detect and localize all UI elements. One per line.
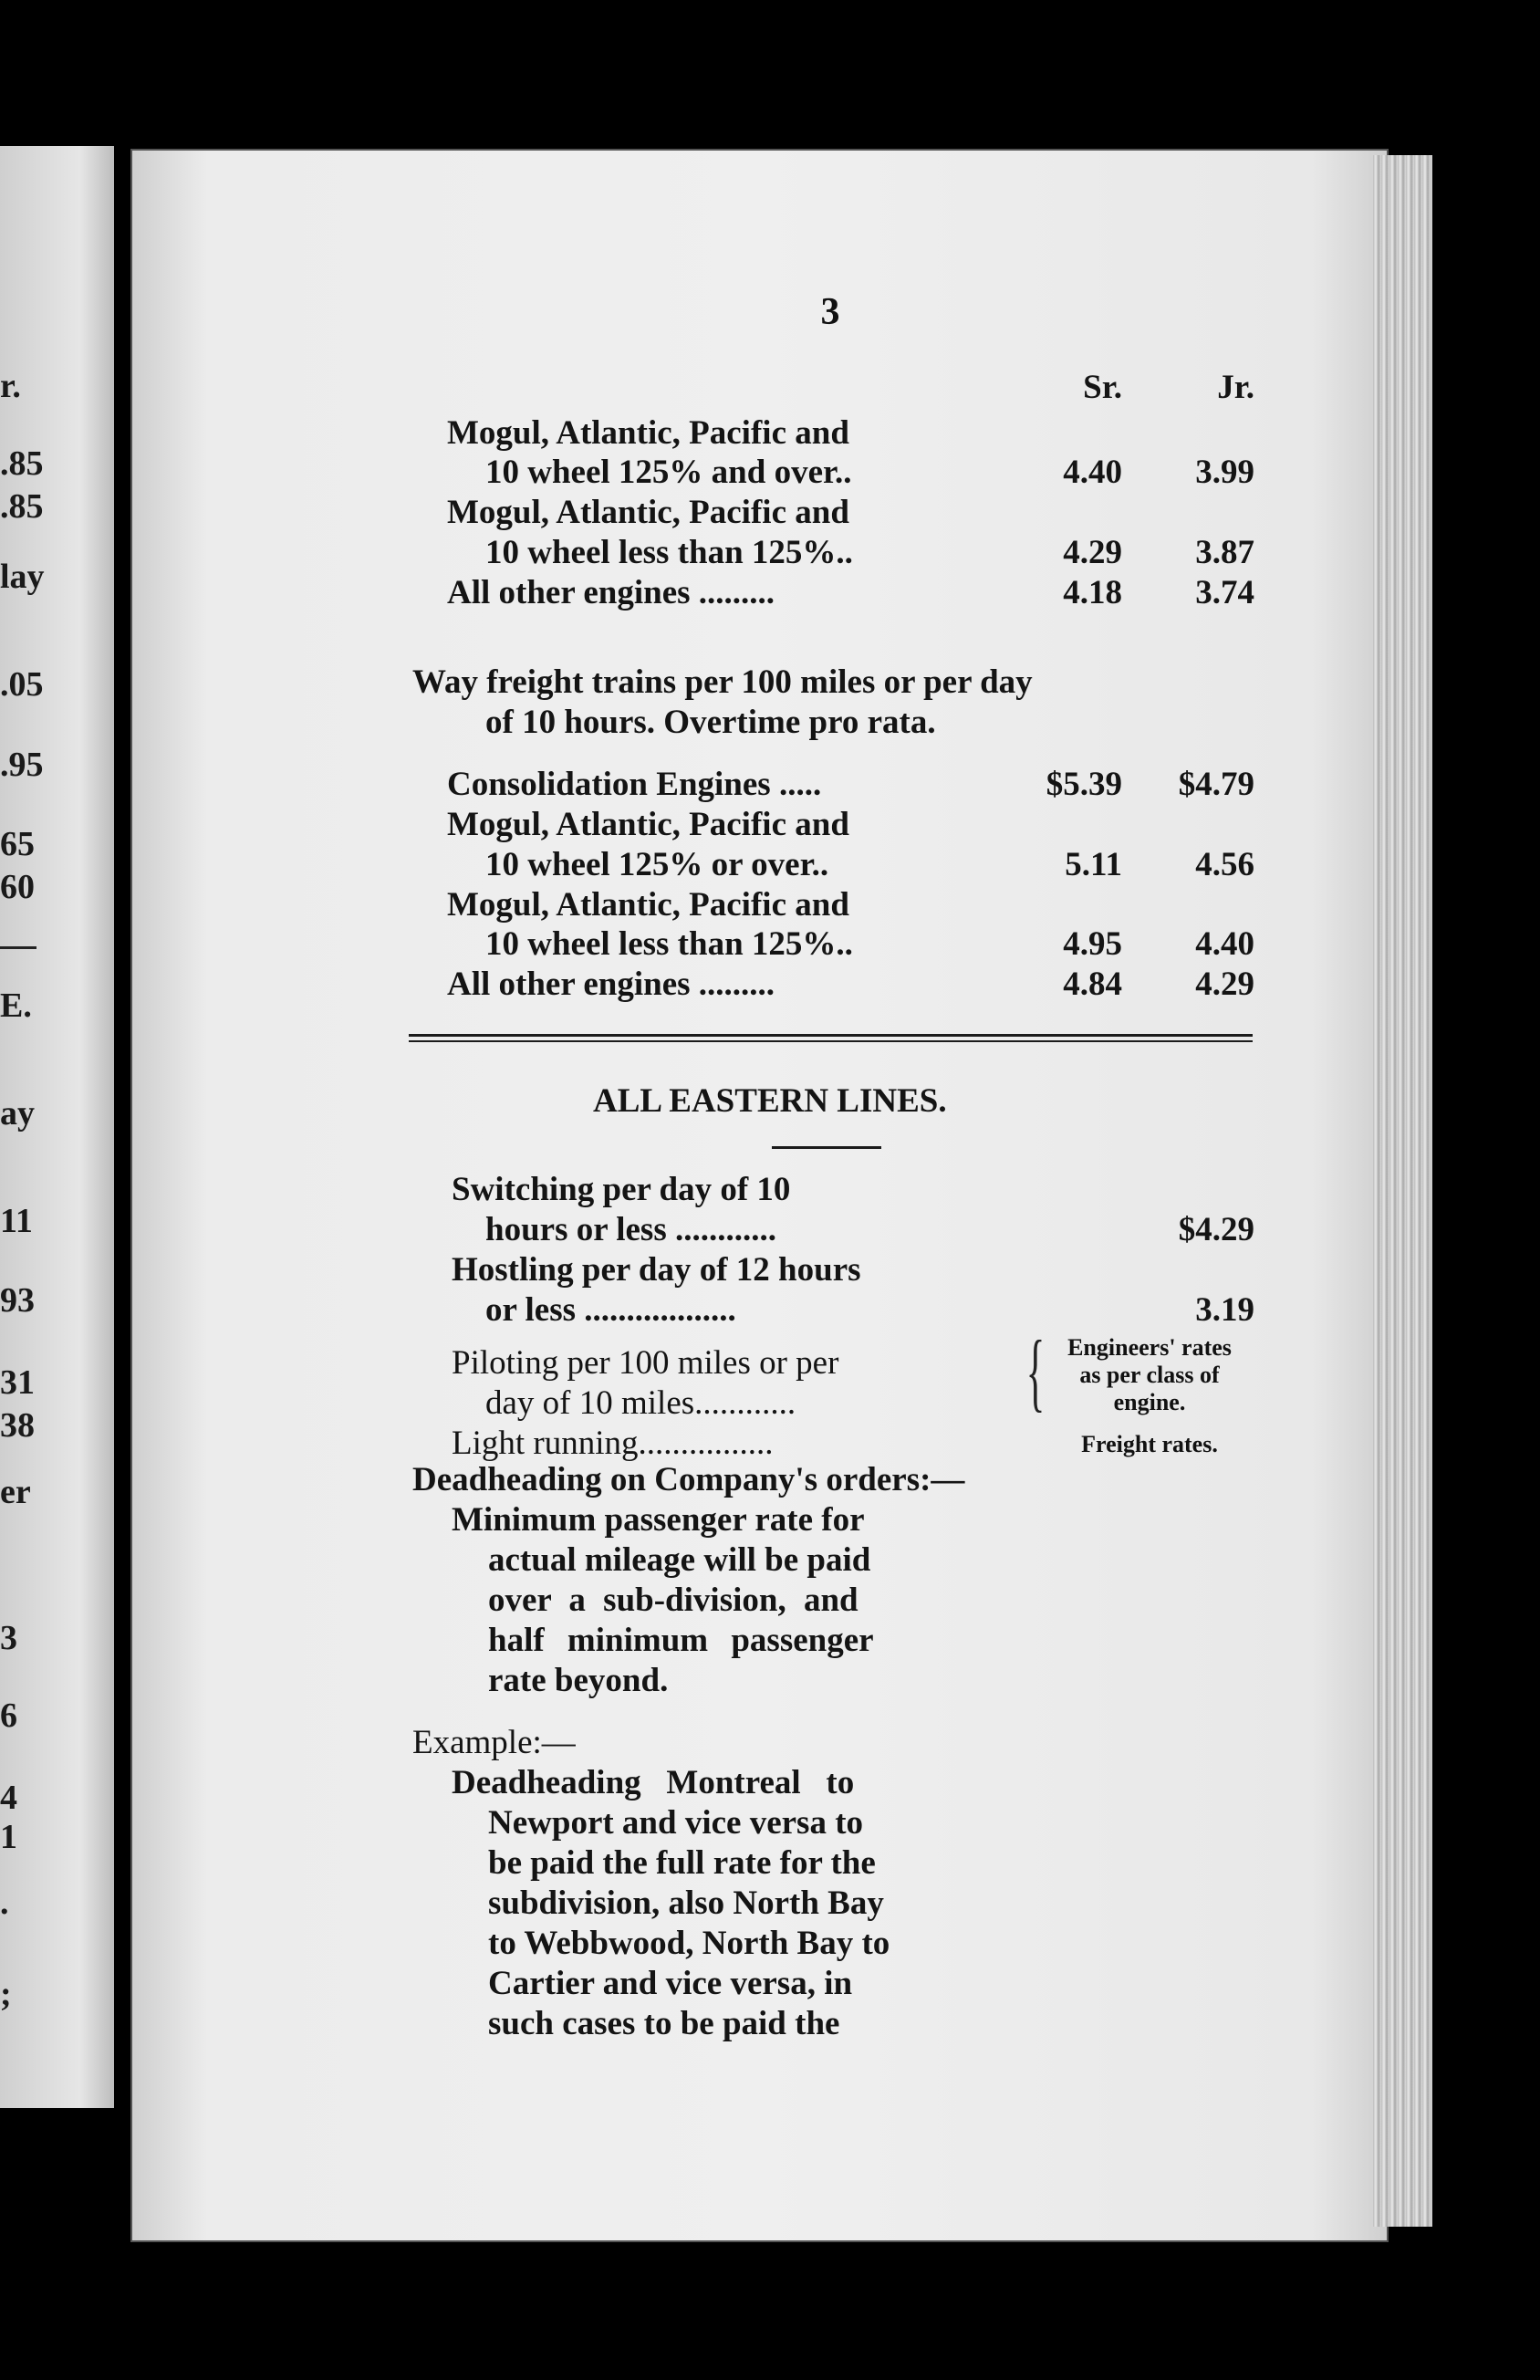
- rate-label: Hostling per day of 12 hours: [452, 1251, 861, 1289]
- title-underline: [772, 1146, 881, 1149]
- left-page-text: 3: [0, 1619, 17, 1657]
- brace-symbol: {: [1025, 1322, 1046, 1420]
- left-page-text: .05: [0, 665, 44, 704]
- example-text: subdivision, also North Bay: [488, 1884, 884, 1922]
- rate-label: Mogul, Atlantic, Pacific and: [447, 886, 849, 924]
- rate-label: Switching per day of 10: [452, 1171, 791, 1208]
- left-page-text: .: [0, 1884, 9, 1922]
- example-text: Deadheading Montreal to: [452, 1764, 855, 1801]
- column-header-junior: Jr.: [1217, 369, 1254, 406]
- rate-junior: 4.56: [1195, 846, 1254, 883]
- rate-senior: $5.39: [1046, 766, 1122, 803]
- rate-value: $4.29: [1178, 1211, 1254, 1248]
- rate-label: Light running................: [452, 1425, 774, 1462]
- left-page-text: 11: [0, 1202, 33, 1240]
- left-page-text: 38: [0, 1406, 35, 1445]
- piloting-note: engine.: [1113, 1389, 1186, 1415]
- example-heading: Example:—: [412, 1724, 576, 1761]
- rate-junior: 4.40: [1195, 925, 1254, 963]
- rate-senior: 4.40: [1063, 454, 1122, 491]
- left-page-text: .85: [0, 444, 44, 483]
- left-page-text: 93: [0, 1281, 35, 1320]
- left-page-text: .95: [0, 746, 44, 784]
- left-page-text: E.: [0, 986, 32, 1025]
- deadheading-heading: Deadheading on Company's orders:—: [412, 1461, 965, 1498]
- deadheading-text: Minimum passenger rate for: [452, 1501, 865, 1539]
- left-page-text: 65: [0, 825, 35, 863]
- rate-junior: 3.87: [1195, 534, 1254, 571]
- example-text: be paid the full rate for the: [488, 1844, 876, 1882]
- left-page-rule: [0, 946, 36, 949]
- example-text: Newport and vice versa to: [488, 1804, 864, 1842]
- page-number: 3: [820, 291, 840, 333]
- rate-label: 10 wheel less than 125%..: [485, 534, 853, 571]
- rate-label: 10 wheel less than 125%..: [485, 925, 853, 963]
- left-page-text: r.: [0, 367, 21, 405]
- rate-label: Mogul, Atlantic, Pacific and: [447, 494, 849, 531]
- left-page-text: ay: [0, 1094, 35, 1133]
- rate-label: 10 wheel 125% or over..: [485, 846, 829, 883]
- deadheading-text: actual mileage will be paid: [488, 1541, 871, 1579]
- rate-label: 10 wheel 125% and over..: [485, 454, 852, 491]
- left-page-text: .85: [0, 487, 44, 526]
- piloting-note: Engineers' rates: [1067, 1334, 1232, 1361]
- way-freight-heading: of 10 hours. Overtime pro rata.: [485, 704, 936, 741]
- rate-senior: 4.84: [1063, 966, 1122, 1003]
- rate-label: Piloting per 100 miles or per: [452, 1344, 839, 1382]
- example-text: to Webbwood, North Bay to: [488, 1925, 890, 1962]
- rate-label: or less ..................: [485, 1291, 736, 1329]
- light-running-note: Freight rates.: [1081, 1431, 1218, 1457]
- rate-label: Mogul, Atlantic, Pacific and: [447, 414, 849, 452]
- rate-label: Mogul, Atlantic, Pacific and: [447, 806, 849, 843]
- left-page-text: 60: [0, 868, 35, 906]
- rate-junior: 3.99: [1195, 454, 1254, 491]
- example-text: Cartier and vice versa, in: [488, 1965, 853, 2002]
- deadheading-text: over a sub-division, and: [488, 1581, 858, 1619]
- rate-label: hours or less ............: [485, 1211, 776, 1248]
- piloting-note: as per class of: [1079, 1362, 1220, 1388]
- rate-senior: 4.29: [1063, 534, 1122, 571]
- rate-senior: 4.95: [1063, 925, 1122, 963]
- column-header-senior: Sr.: [1083, 369, 1122, 406]
- section-divider: [409, 1034, 1253, 1037]
- rate-senior: 4.18: [1063, 574, 1122, 611]
- page-edge-stack: [1373, 155, 1432, 2227]
- rate-label: day of 10 miles............: [485, 1384, 796, 1422]
- deadheading-text: half minimum passenger: [488, 1622, 874, 1659]
- rate-value: 3.19: [1195, 1291, 1254, 1329]
- left-page-text: er: [0, 1473, 31, 1511]
- rate-label: All other engines .........: [447, 574, 775, 611]
- way-freight-heading: Way freight trains per 100 miles or per day: [412, 663, 1033, 701]
- rate-junior: $4.79: [1178, 766, 1254, 803]
- left-page-text: ;: [0, 1975, 12, 2013]
- left-page-text: lay: [0, 558, 45, 596]
- rate-junior: 4.29: [1195, 966, 1254, 1003]
- section-divider: [409, 1040, 1253, 1042]
- rate-junior: 3.74: [1195, 574, 1254, 611]
- left-page-text: 31: [0, 1363, 35, 1402]
- example-text: such cases to be paid the: [488, 2005, 840, 2042]
- left-page-text: 4: [0, 1779, 17, 1817]
- left-page-text: 6: [0, 1696, 17, 1735]
- left-page-text: 1: [0, 1818, 17, 1856]
- rate-senior: 5.11: [1065, 846, 1122, 883]
- deadheading-text: rate beyond.: [488, 1662, 669, 1699]
- section-title: ALL EASTERN LINES.: [593, 1082, 947, 1120]
- rate-label: Consolidation Engines .....: [447, 766, 822, 803]
- rate-label: All other engines .........: [447, 966, 775, 1003]
